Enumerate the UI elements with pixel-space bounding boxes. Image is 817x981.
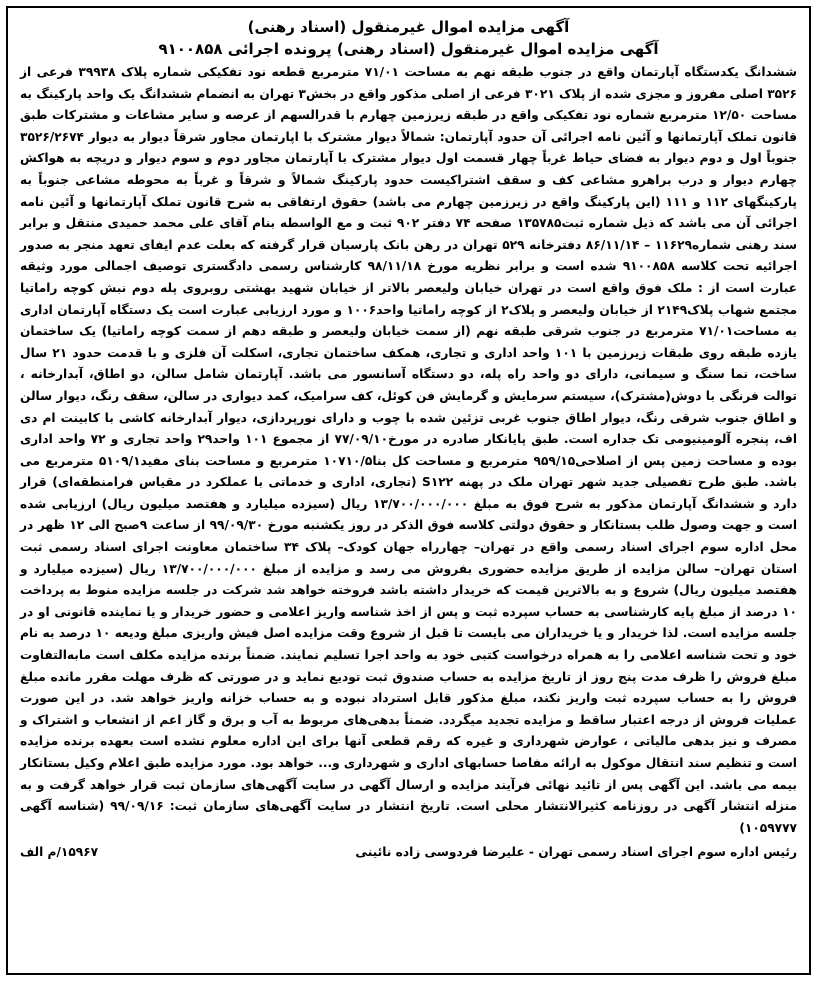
notice-body: ششدانگ یکدستگاه آپارتمان واقع در جنوب طبقه نهم به مساحت ۷۱/۰۱ مترمربع قطعه نود تفکیکی شماره پلاک ۳۹۹۳۸ فرعی از ۳۵۲۶ اصلی مفروز و مجزی شده از پلاک ۳۰۲۱ فرعی از اصلی مذکور واقع در بخش۳ تهران به انضمام ششدانگ یک واحد پارکینگ به مساحت ۱۲/۵۰ مترمربع شماره نود تفکیکی واقع در طبقه زیرزمین چهارم با قدرالسهم از عرصه و سایر مشاعات و مشترکات طبق قانون تملک آپارتمانها و آئین نامه اجرائی آن حدود آپارتمان: شمالاً دیوار مشترک با اپارتمان مجاور شرقاً دیوار به دیوار ۳۵۲۶/۲۶۷۴ جنوباً اول و دوم دیوار به فضای حیاط غرباً چهار قسمت اول دیوار مشترک با آپارتمان مجاور دوم و سوم دیوار و دریچه به هواکش چهارم دیوار و درب براهرو مشاعی کف و سقف اشتراکیست حدود پارکینگ شمالاً و شرقاً و غرباً به محوطه مشاعی جنوباً به پارکینگهای ۱۱۲ و ۱۱۱ (این پارکینگ واقع در زیرزمین چهارم می باشد) حقوق ارتفاقی به شرح قانون تملک آپارتمانها و آئین نامه اجرائی آن می باشد که ذیل شماره ثبت۱۳۵۷۸۵ صفحه ۷۴ دفتر ۹۰۲ ثبت و مع الواسطه بنام آقای علی محمد حمیدی منتقل و برابر سند رهنی شماره۱۱۶۲۹ – ۸۶/۱۱/۱۴ دفترخانه ۵۲۹ تهران در رهن بانک پارسیان قرار گرفته که بعلت عدم ایفای تعهد منجر به صدور اجرائیه تحت کلاسه ۹۱۰۰۸۵۸ شده است و برابر نظریه مورخ ۹۸/۱۱/۱۸ کارشناس رسمی دادگستری توصیف اجمالی مورد وثیقه عبارت است از : ملک فوق واقع است در تهران خیابان ولیعصر بالاتر از خیابان شهید بهشتی روبروی پله دوم نبش کوچه راماتیا مجتمع شهاب پلاک۲۱۴۹ از خیابان ولیعصر و پلاک۲ از کوچه راماتیا واحد۱۰۰۶ و مورد ارزیابی عبارت است یک دستگاه آپارتمان اداری به مساحت۷۱/۰۱ مترمربع در جنوب شرقی طبقه نهم (از سمت خیابان ولیعصر و طبقه دهم از سمت کوچه راماتیا) یک ساختمان یازده طبقه روی طبقات زیرزمین با ۱۰۱ واحد اداری و تجاری، همکف ساختمان تجاری، اسکلت آن فلزی و با قدمت حدود ۲۱ سال ساخت، نما سنگ و سیمانی، دارای دو واحد راه پله، دو دستگاه آسانسور می باشد. آپارتمان شامل سالن، دو اطاق، آبدارخانه ، توالت فرنگی با دوش(مشترک)، سیستم سرمایش و گرمایش فن کوئل، کف سرامیک، کمد دیواری در سالن، سقف رنگ، دیوار سالن و اطاق جنوب شرقی رنگ، دیوار اطاق جنوب غربی تزئین شده با چوب و دارای نورپردازی، دیوار آبدارخانه کاشی با کابینت ام دی اف، پنجره آلومینیومی تک جداره است. طبق پایانکار صادره در مورخ۷۷/۰۹/۱۰ از مجموع ۱۰۱ واحد۲۹ واحد تجاری و ۷۲ واحد اداری بوده و مساحت زمین پس از اصلاحی۹۵۹/۱۵ مترمربع و مساحت کل بنا۱۰۷۱۰/۵ مترمربع و مساحت بنای مفید۵۱۰۹/۱ مترمربع می باشد. طبق طرح تفصیلی جدید شهر تهران ملک در پهنه S۱۲۲ (تجاری، اداری و خدماتی با عملکرد در مقیاس فرامنطقه‌ای) قرار دارد و ششدانگ آپارتمان مذکور به شرح فوق به مبلغ ۱۳/۷۰۰/۰۰۰/۰۰۰ ریال (سیزده میلیارد و هفتصد میلیون ریال) ارزیابی شده است و جهت وصول طلب بستانکار و حقوق دولتی کلاسه فوق الذکر در روز یکشنبه مورخ ۹۹/۰۹/۳۰ از ساعت ۹صبح الی ۱۲ ظهر در محل اداره سوم اجرای اسناد رسمی واقع در تهران– چهارراه جهان کودک– پلاک ۳۴ ساختمان معاونت اجرای اسناد رسمی ثبت استان تهران– سالن مزایده از طریق مزایده حضوری بفروش می رسد و مزایده از مبلغ ۱۳/۷۰۰/۰۰۰/۰۰۰ ریال (سیزده میلیارد و هفتصد میلیون ریال) شروع و به بالاترین قیمت که خریدار داشته باشد فروخته خواهد شد شرکت در جلسه مزایده منوط به پرداخت ۱۰ درصد از مبلغ پایه کارشناسی به حساب سپرده ثبت و پس از اخذ شناسه واریز اعلامی و حضور خریدار و یا نماینده قانونی او در جلسه مزایده است. لذا خریدار و یا خریداران می بایست تا قبل از شروع وقت مزایده اصل فیش واریزی مبلغ ودیعه ۱۰ درصد به نام خود و تحت شناسه اعلامی را به همراه درخواست کتبی خود به واحد اجرا تسلیم نمایند. ضمناً برنده مزایده مکلف است مابه‌التفاوت مبلغ فروش را ظرف مدت پنج روز از تاریخ مزایده به حساب صندوق ثبت تودیع نماید و در صورتی که ظرف مهلت مقرر مانده مبلغ فروش را به حساب سپرده ثبت واریز نکند، مبلغ مذکور قابل استرداد نبوده و به حساب خزانه واریز خواهد شد. در این صورت عملیات فروش از درجه اعتبار ساقط و مزایده تجدید میگردد. ضمناً بدهی‌های مربوط به آب و برق و گاز اعم از انشعاب و اشتراک و مصرف و نیز بدهی مالیاتی ، عوارض شهرداری و غیره که رقم قطعی آنها برای این اداره معلوم نشده است بعهده برنده مزایده است و تنظیم سند انتقال موکول به ارائه مفاصا حسابهای اداری و شهرداری و... خواهد بود. مورد مزایده طبق اعلام وکیل بستانکار بیمه می باشد. این آگهی پس از تائید نهائی فرآیند مزایده و ارسال آگهی در سایت آگهی‌های سازمان ثبت قرار خواهد گرفت و به منزله انتشار آگهی در روزنامه کثیرالانتشار محلی است. تاریخ انتشار در سایت آگهی‌های سازمان ثبت: ۹۹/۰۹/۱۶ (شناسه آگهی ۱۰۵۹۷۷۷)	[20, 65, 798, 835]
notice-signature: رئیس اداره سوم اجرای اسناد رسمی تهران - علیرضا فردوسی زاده نائینی	[355, 845, 797, 860]
notice-code: ۱۵۹۶۷/م الف	[20, 845, 99, 860]
notice-subtitle: آگهی مزایده اموال غیرمنقول (اسناد رهنی) پرونده اجرائی ۹۱۰۰۸۵۸	[158, 40, 659, 58]
notice-title: آگهی مزایده اموال غیرمنقول (اسناد رهنی)	[247, 18, 570, 36]
auction-notice	[6, 6, 811, 975]
notice-footer	[20, 841, 797, 863]
